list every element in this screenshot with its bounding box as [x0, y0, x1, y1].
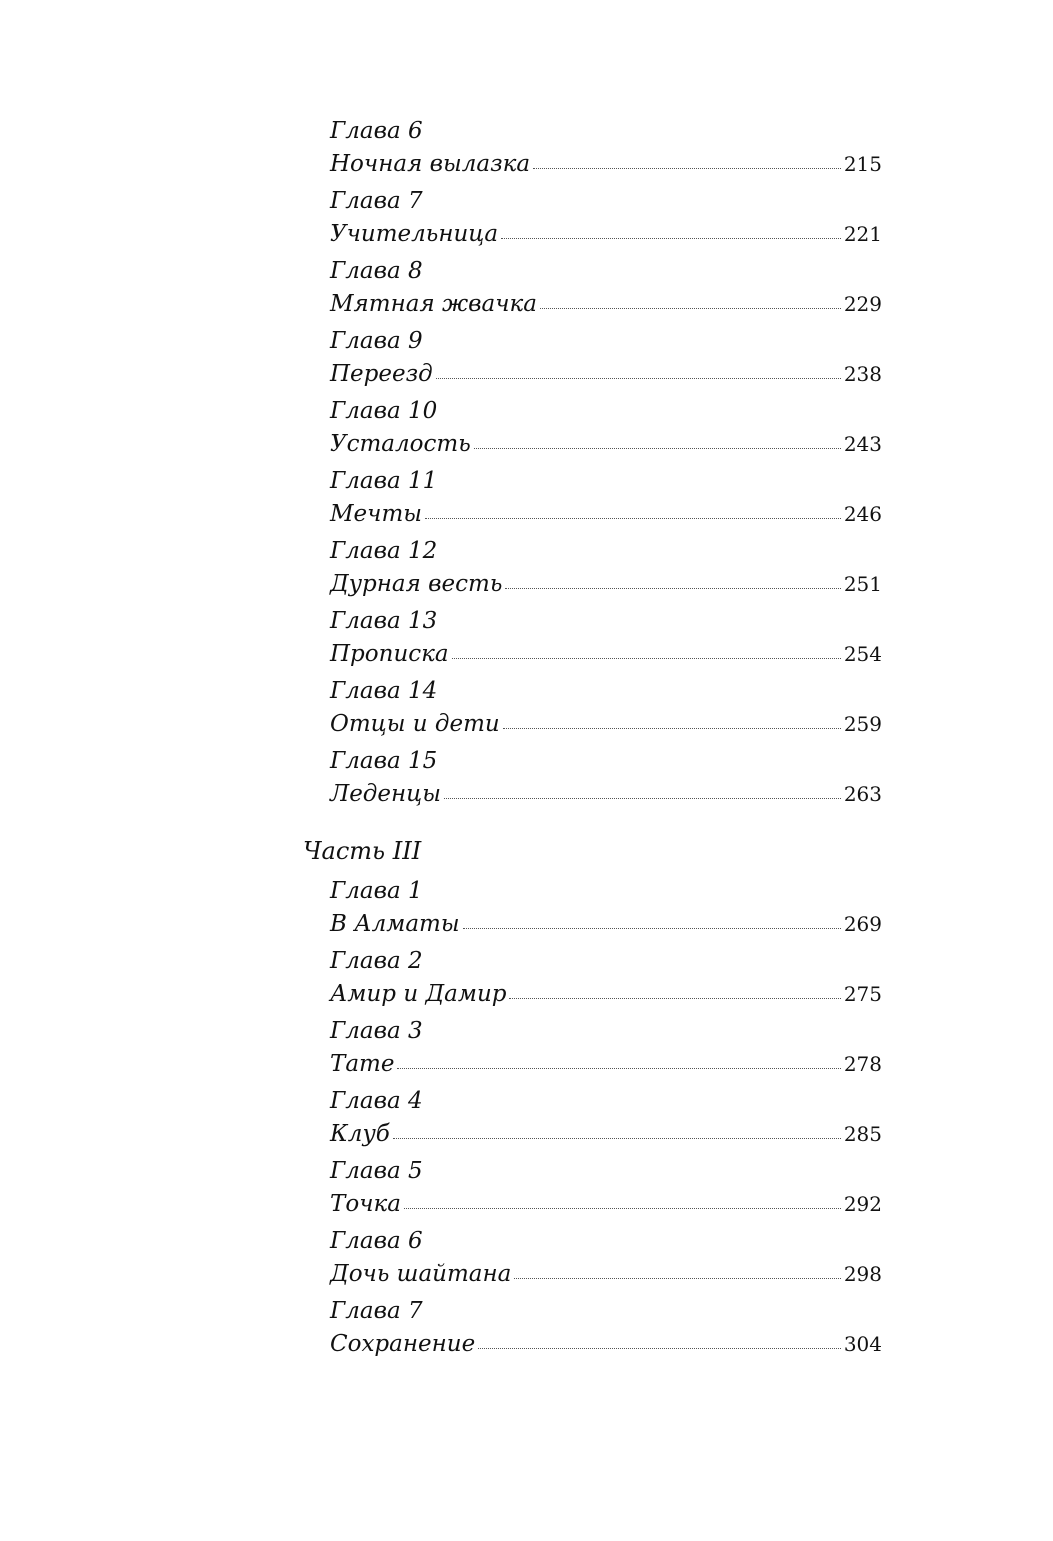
chapter-label: Глава 9 [330, 328, 423, 354]
chapter-title: Дочь шайтана [330, 1261, 512, 1287]
chapter-title: Сохранение [330, 1331, 476, 1357]
chapter-title: В Алматы [330, 911, 460, 937]
dot-leader [425, 518, 841, 519]
toc-title-row [330, 908, 882, 940]
toc-title-row [330, 638, 882, 670]
chapter-title: Тате [330, 1051, 395, 1077]
chapter-title: Переезд [330, 361, 433, 387]
chapter-label: Глава 10 [330, 398, 438, 424]
toc-entry[interactable] [330, 746, 882, 812]
chapter-label: Глава 4 [330, 1088, 423, 1114]
page-number: 221 [843, 222, 882, 246]
page-number: 292 [843, 1192, 882, 1216]
toc-entry[interactable] [330, 536, 882, 602]
dot-leader [436, 378, 841, 379]
page-number: 285 [843, 1122, 882, 1146]
toc-entry[interactable] [330, 326, 882, 392]
toc-entry[interactable] [330, 1226, 882, 1292]
page-number: 246 [843, 502, 882, 526]
toc-title-row [330, 218, 882, 250]
chapter-label: Глава 14 [330, 678, 438, 704]
toc-title-row [330, 498, 882, 530]
dot-leader [393, 1138, 841, 1139]
toc-entry[interactable] [330, 186, 882, 252]
dot-leader [463, 928, 841, 929]
dot-leader [505, 588, 840, 589]
toc-title-row [330, 148, 882, 180]
chapter-title: Амир и Дамир [330, 981, 507, 1007]
toc-title-row [330, 1188, 882, 1220]
page-number: 269 [843, 912, 882, 936]
dot-leader [452, 658, 841, 659]
toc-title-row [330, 1328, 882, 1360]
toc-entry[interactable] [330, 116, 882, 182]
chapter-title: Учительница [330, 221, 499, 247]
chapter-label: Глава 12 [330, 538, 438, 564]
chapter-title: Усталость [330, 431, 471, 457]
dot-leader [514, 1278, 840, 1279]
page-number: 254 [843, 642, 882, 666]
toc-entry[interactable] [330, 396, 882, 462]
dot-leader [503, 728, 841, 729]
page-number: 229 [843, 292, 882, 316]
chapter-label: Глава 6 [330, 118, 423, 144]
dot-leader [478, 1348, 841, 1349]
toc-entry[interactable] [330, 606, 882, 672]
chapter-label: Глава 2 [330, 948, 423, 974]
dot-leader [474, 448, 841, 449]
part-title: Часть III [303, 837, 422, 865]
page-number: 251 [843, 572, 882, 596]
page-number: 298 [843, 1262, 882, 1286]
chapter-title: Прописка [330, 641, 449, 667]
toc-entry[interactable] [330, 466, 882, 532]
toc-title-row [330, 708, 882, 740]
chapter-title: Точка [330, 1191, 401, 1217]
dot-leader [444, 798, 841, 799]
page-number: 243 [843, 432, 882, 456]
chapter-label: Глава 7 [330, 1298, 423, 1324]
toc-entry[interactable] [330, 1296, 882, 1362]
toc-title-row [330, 1048, 882, 1080]
toc-title-row [330, 1258, 882, 1290]
dot-leader [509, 998, 840, 999]
chapter-title: Мечты [330, 501, 423, 527]
page-number: 215 [843, 152, 882, 176]
page-number: 263 [843, 782, 882, 806]
toc-entry[interactable] [330, 256, 882, 322]
chapter-label: Глава 5 [330, 1158, 423, 1184]
chapter-title: Отцы и дети [330, 711, 500, 737]
dot-leader [404, 1208, 841, 1209]
dot-leader [540, 308, 841, 309]
toc-title-row [330, 288, 882, 320]
toc-title-row [330, 568, 882, 600]
chapter-title: Мятная жвачка [330, 291, 537, 317]
chapter-label: Глава 13 [330, 608, 438, 634]
toc-title-row [330, 428, 882, 460]
chapter-title: Дурная весть [330, 571, 503, 597]
toc-entry[interactable] [330, 1156, 882, 1222]
toc-entry[interactable] [330, 946, 882, 1012]
chapter-label: Глава 1 [330, 878, 423, 904]
chapter-label: Глава 7 [330, 188, 423, 214]
toc-title-row [330, 978, 882, 1010]
chapter-title: Клуб [330, 1121, 390, 1147]
page-number: 238 [843, 362, 882, 386]
dot-leader [501, 238, 841, 239]
chapter-label: Глава 3 [330, 1018, 423, 1044]
toc-entry[interactable] [330, 676, 882, 742]
page-number: 278 [843, 1052, 882, 1076]
chapter-label: Глава 15 [330, 748, 438, 774]
chapter-label: Глава 8 [330, 258, 423, 284]
page-number: 275 [843, 982, 882, 1006]
chapter-title: Леденцы [330, 781, 441, 807]
chapter-label: Глава 11 [330, 468, 438, 494]
toc-entry[interactable] [330, 1016, 882, 1082]
page-number: 304 [843, 1332, 882, 1356]
chapter-label: Глава 6 [330, 1228, 423, 1254]
page-number: 259 [843, 712, 882, 736]
dot-leader [397, 1068, 840, 1069]
toc-entry[interactable] [330, 876, 882, 942]
dot-leader [533, 168, 841, 169]
toc-title-row [330, 778, 882, 810]
toc-entry[interactable] [330, 1086, 882, 1152]
toc-title-row [330, 1118, 882, 1150]
chapter-title: Ночная вылазка [330, 151, 531, 177]
toc-title-row [330, 358, 882, 390]
